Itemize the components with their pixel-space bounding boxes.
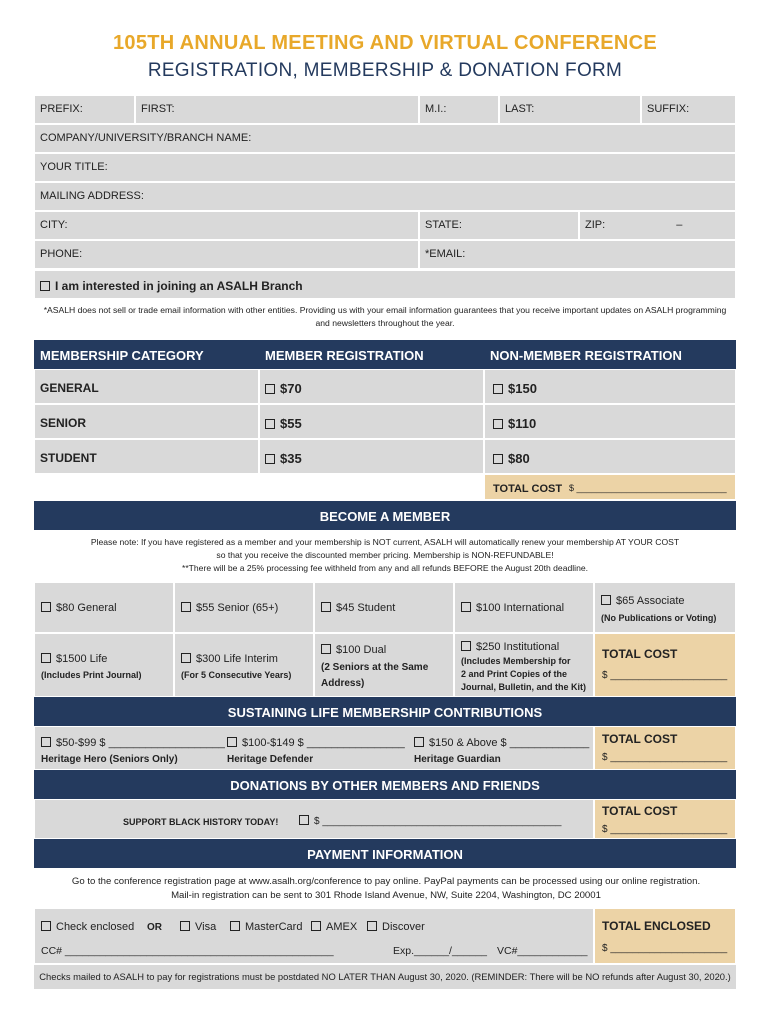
option-life-interim[interactable] [174,633,314,697]
exp-line[interactable]: Exp.______/______ [393,945,488,957]
mastercard-option[interactable]: MasterCard [245,921,303,933]
checkbox-icon[interactable] [41,653,51,663]
first-name-field[interactable] [135,95,419,124]
general-member-price: $70 [280,381,302,396]
become-member-note-1: Please note: If you have registered as a member and your membership is NOT current, ASALH will automatically renew your membership AT YOUR COST [90,537,680,547]
heritage-guardian-label: Heritage Guardian [414,754,501,765]
student-member-option[interactable] [259,439,484,474]
dual-sub-2: Address) [321,678,365,689]
student-label: STUDENT [40,451,97,465]
header-nonmember: NON-MEMBER REGISTRATION [490,348,682,363]
company-field[interactable] [34,124,736,153]
inst-option-label: $250 Institutional [476,641,560,653]
checkbox-icon[interactable] [265,454,275,464]
heritage-defender-label: Heritage Defender [227,754,314,765]
state-field[interactable] [419,211,579,240]
zip-label: ZIP: [585,219,606,231]
senior-member-option[interactable] [259,404,484,439]
inst-sub-2: 2 and Print Copies of the [461,669,568,679]
interim-option-label: $300 Life Interim [196,653,278,665]
heritage-hero-label: Heritage Hero (Seniors Only) [41,754,178,765]
payment-total[interactable] [594,908,736,964]
support-label: SUPPORT BLACK HISTORY TODAY! [123,817,279,827]
email-label: *EMAIL: [425,248,466,260]
heritage-hero-option[interactable]: $50-$99 $ ___________________ [56,737,225,749]
payment-methods [34,908,594,964]
form-subtitle: REGISTRATION, MEMBERSHIP & DONATION FORM [147,60,623,81]
heritage-defender-option[interactable]: $100-$149 $ ________________ [242,737,405,749]
heritage-guardian-option[interactable]: $150 & Above $ _____________ [429,737,590,749]
checkbox-icon[interactable] [414,737,424,747]
senior-nonmember-option[interactable] [484,404,736,439]
your-title-field[interactable] [34,153,736,182]
dual-sub-1: (2 Seniors at the Same [321,662,429,673]
become-member-note-3: **There will be a 25% processing fee withheld from any and all refunds BEFORE the August 20th deadline. [181,563,589,573]
payment-line-1: Go to the conference registration page at www.asalh.org/conference to pay online. PayPal payments can be processed using our online registration. [71,876,701,887]
checkbox-icon[interactable] [265,419,275,429]
suffix-field[interactable] [641,95,736,124]
checkbox-icon[interactable] [461,602,471,612]
donation-amount-line[interactable]: $ ___________________________________________ [314,816,562,827]
checkbox-icon[interactable] [230,921,240,931]
interim-sub: (For 5 Consecutive Years) [181,670,292,680]
checkbox-icon[interactable] [493,419,503,429]
payment-footer-note: Checks mailed to ASALH to pay for registrations must be postdated NO LATER THAN August 30, 2020. (REMINDER: There will be NO refunds after August 30, 2020.) [34,965,736,989]
email-field[interactable] [419,240,736,269]
become-member-note-2: so that you receive the discounted member pricing. Membership is NON-REFUNDABLE! [216,550,554,560]
dual-option-label: $100 Dual [336,644,387,656]
prefix-field[interactable] [34,95,135,124]
sustaining-total-line: $ _____________________ [602,752,728,763]
international-option-label: $100 International [476,602,565,614]
sustaining-total-label: TOTAL COST [602,732,678,746]
donation-total[interactable] [594,799,736,839]
row-student-category [34,439,259,474]
registration-total-line: $ ______________________________ [569,483,727,493]
phone-field[interactable] [34,240,419,269]
life-sub: (Includes Print Journal) [41,670,142,680]
zip-field[interactable] [579,211,736,240]
option-dual[interactable] [314,633,454,697]
checkbox-icon[interactable] [367,921,377,931]
checkbox-icon[interactable] [493,454,503,464]
payment-line-2: Mail-in registration can be sent to 301 Rhode Island Avenue, NW, Suite 2204, Washington, DC 20001 [171,890,601,901]
donations-header: DONATIONS BY OTHER MEMBERS AND FRIENDS [34,770,736,799]
prefix-label: PREFIX: [40,103,83,115]
student-nonmember-option[interactable] [484,439,736,474]
general-nonmember-price: $150 [508,381,537,396]
city-label: CITY: [40,219,68,231]
senior-label: SENIOR [40,416,87,430]
associate-sub: (No Publications or Voting) [601,613,717,623]
senior-member-price: $55 [280,416,302,431]
state-label: STATE: [425,219,462,231]
option-institutional[interactable] [454,633,594,697]
form-title: 105TH ANNUAL MEETING AND VIRTUAL CONFERENCE [112,32,658,54]
company-label: COMPANY/UNIVERSITY/BRANCH NAME: [40,132,252,144]
registration-total[interactable] [484,474,736,500]
discover-option[interactable]: Discover [382,921,425,933]
checkbox-icon[interactable] [311,921,321,931]
inst-sub-3: Journal, Bulletin, and the Kit) [461,682,587,692]
membership-total-line: $ _____________________ [602,670,728,681]
checkbox-icon[interactable] [41,921,51,931]
option-senior[interactable] [174,582,314,633]
donation-row [34,799,594,839]
visa-option[interactable]: Visa [195,921,217,933]
privacy-note: *ASALH does not sell or trade email information with other entities. Providing us with your email information guarantees that you receive important updates on ASALH programming and newsletters throughout the year. [43,305,727,328]
senior-option-label: $55 Senior (65+) [196,602,279,614]
payment-total-line: $ _____________________ [602,943,728,954]
checkbox-icon[interactable] [181,602,191,612]
suffix-label: SUFFIX: [647,103,690,115]
life-option-label: $1500 Life [56,653,108,665]
student-member-price: $35 [280,451,302,466]
donation-total-line: $ _____________________ [602,824,728,835]
last-label: LAST: [505,103,535,115]
checkbox-icon[interactable] [227,737,237,747]
option-international[interactable] [454,582,594,633]
general-member-option[interactable] [259,369,484,404]
city-field[interactable] [34,211,419,240]
sustaining-total[interactable] [594,726,736,770]
row-senior-category [34,404,259,439]
checkbox-icon[interactable] [321,644,331,654]
membership-total-label: TOTAL COST [602,647,678,661]
phone-label: PHONE: [40,248,83,260]
donation-checkbox[interactable] [299,815,309,825]
header-category: MEMBERSHIP CATEGORY [40,348,204,363]
student-nonmember-price: $80 [508,451,530,466]
membership-total[interactable] [594,633,736,697]
last-name-field[interactable] [499,95,641,124]
checkbox-icon[interactable] [461,641,471,651]
option-life[interactable] [34,633,174,697]
check-enclosed-option[interactable]: Check enclosed [56,921,135,933]
checkbox-icon[interactable] [601,595,611,605]
student-option-label: $45 Student [336,602,396,614]
branch-label: I am interested in joining an ASALH Branch [55,279,303,293]
registration-total-label: TOTAL COST [493,483,563,495]
checkbox-icon[interactable] [41,737,51,747]
option-general[interactable] [34,582,174,633]
inst-sub-1: (Includes Membership for [461,656,571,666]
option-associate[interactable] [594,582,736,633]
amex-option[interactable]: AMEX [326,921,358,933]
associate-option-label: $65 Associate [616,595,685,607]
middle-initial-field[interactable] [419,95,499,124]
checkbox-icon[interactable] [180,921,190,931]
mailing-label: MAILING ADDRESS: [40,190,144,202]
or-label: OR [147,922,162,933]
zip-dash: – [676,219,683,231]
payment-header: PAYMENT INFORMATION [34,839,736,868]
general-nonmember-option[interactable] [484,369,736,404]
sustaining-options [34,726,594,770]
header-member: MEMBER REGISTRATION [265,348,424,363]
general-option-label: $80 General [56,602,117,614]
donation-total-label: TOTAL COST [602,804,678,818]
sustaining-header: SUSTAINING LIFE MEMBERSHIP CONTRIBUTIONS [34,697,736,726]
senior-nonmember-price: $110 [508,416,537,431]
first-label: FIRST: [141,103,175,115]
checkbox-icon[interactable] [181,653,191,663]
general-label: GENERAL [40,381,99,395]
mailing-address-field[interactable] [34,182,736,211]
checkbox-icon[interactable] [41,602,51,612]
row-general-category [34,369,259,404]
option-student[interactable] [314,582,454,633]
mi-label: M.I.: [425,103,447,115]
membership-table-header [34,340,736,369]
checkbox-icon[interactable] [493,384,503,394]
checkbox-icon[interactable] [265,384,275,394]
payment-total-label: TOTAL ENCLOSED [602,919,711,933]
branch-checkbox[interactable] [40,281,50,291]
checkbox-icon[interactable] [321,602,331,612]
branch-row [34,270,736,299]
cc-number-line[interactable]: CC# ______________________________________________ [41,945,334,957]
become-member-header: BECOME A MEMBER [34,501,736,530]
title-label: YOUR TITLE: [40,161,108,173]
vc-line[interactable]: VC#____________ [497,945,588,957]
